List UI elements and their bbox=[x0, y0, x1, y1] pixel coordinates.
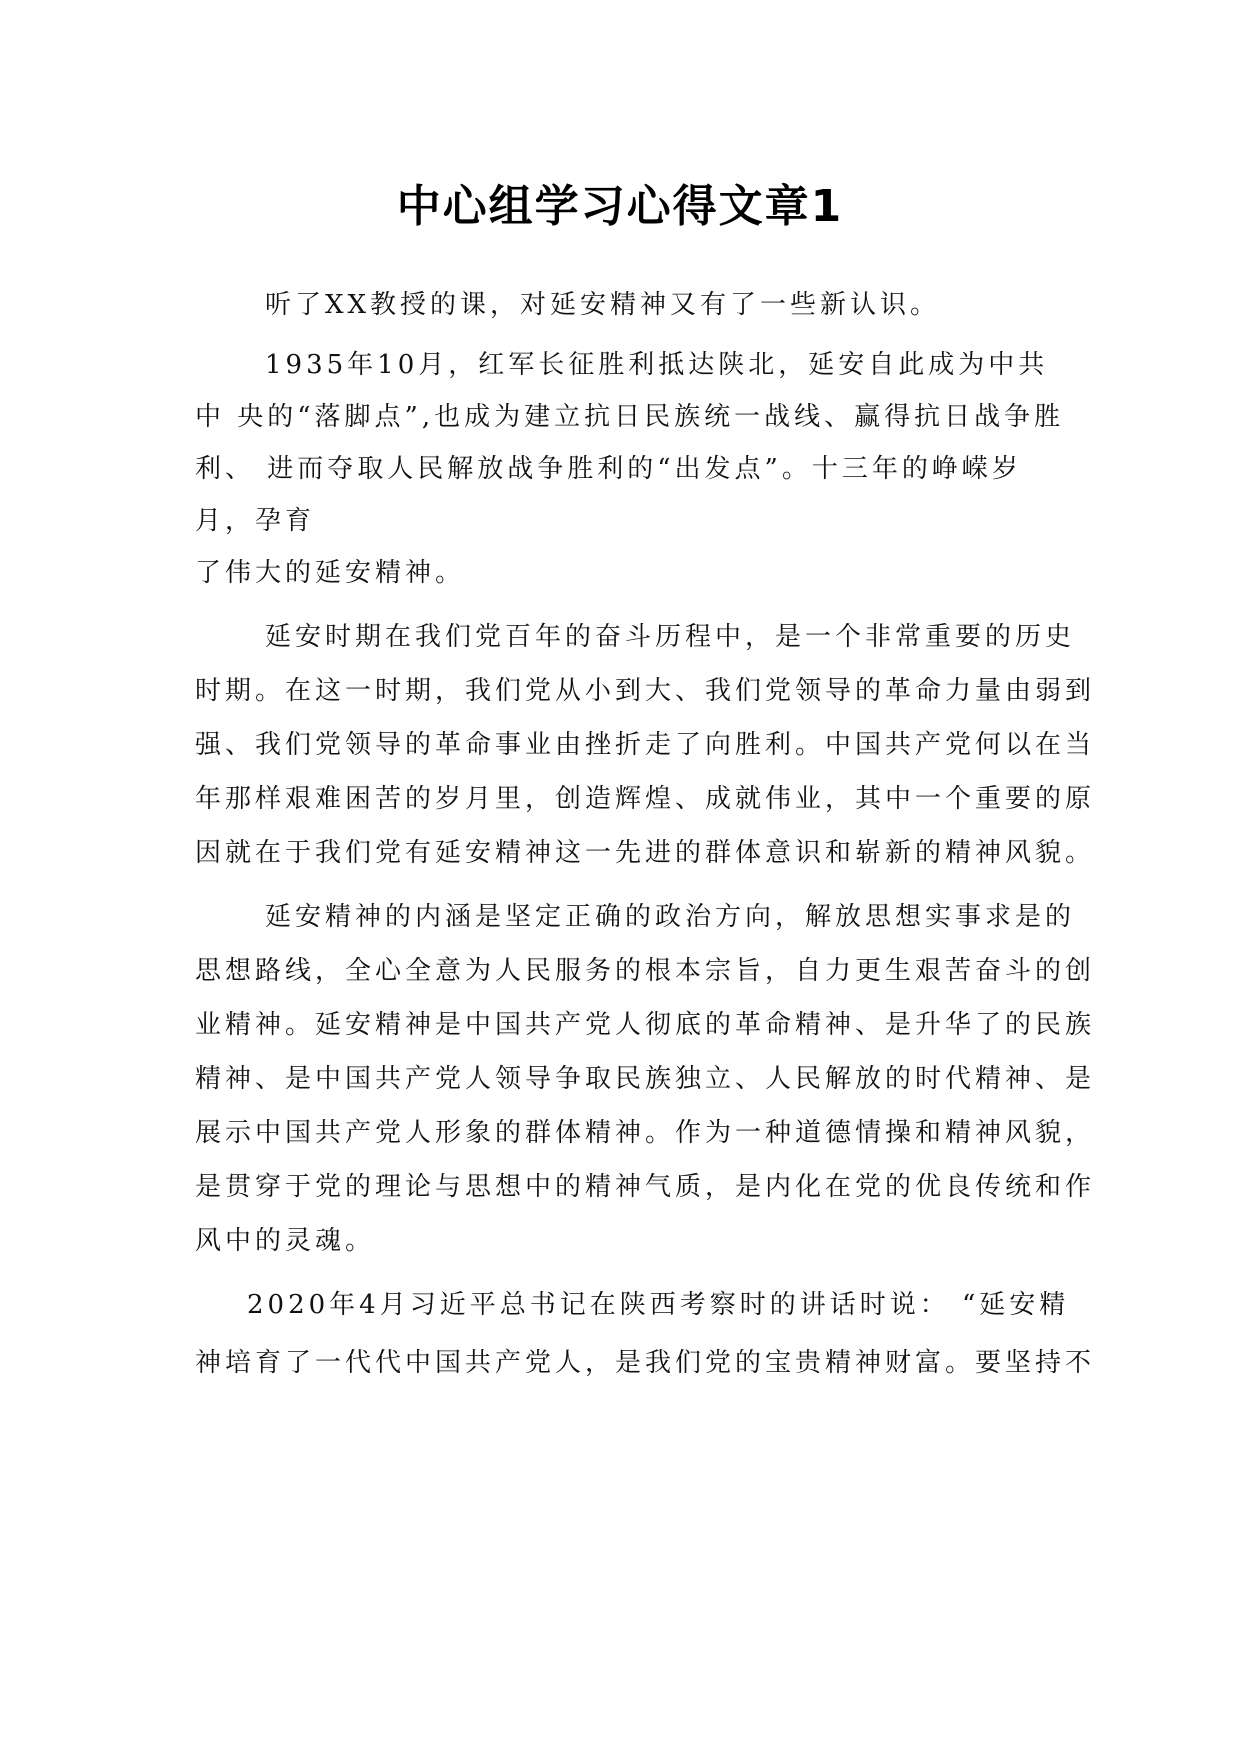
paragraph-2-line-3: 利、 进而夺取人民解放战争胜利的“出发点”。十三年的峥嵘岁 bbox=[195, 454, 1022, 484]
paragraph-4-line-7: 风中的灵魂。 bbox=[195, 1226, 376, 1256]
paragraph-2-line-2: 中 央的“落脚点”,也成为建立抗日民族统一战线、赢得抗日战争胜 bbox=[195, 402, 1065, 432]
paragraph-2-line-4: 月，孕育 bbox=[195, 506, 316, 536]
paragraph-3-line-4: 年那样艰难困苦的岁月里，创造辉煌、成就伟业，其中一个重要的原 bbox=[195, 784, 1096, 814]
paragraph-2-line-5: 了伟大的延安精神。 bbox=[195, 558, 466, 588]
paragraph-4-line-6: 是贯穿于党的理论与思想中的精神气质，是内化在党的优良传统和作 bbox=[195, 1172, 1096, 1202]
document-title: 中心组学习心得文章1 bbox=[396, 181, 844, 232]
paragraph-1-line-1: 听了XX教授的课，对延安精神又有了一些新认识。 bbox=[265, 290, 941, 320]
paragraph-5-line-2: 神培育了一代代中国共产党人，是我们党的宝贵精神财富。要坚持不 bbox=[195, 1348, 1096, 1378]
paragraph-4-line-1: 延安精神的内涵是坚定正确的政治方向，解放思想实事求是的 bbox=[265, 902, 1076, 932]
paragraph-3-line-5: 因就在于我们党有延安精神这一先进的群体意识和崭新的精神风貌。 bbox=[195, 838, 1096, 868]
paragraph-4-line-2: 思想路线，全心全意为人民服务的根本宗旨，自力更生艰苦奋斗的创 bbox=[195, 956, 1096, 986]
paragraph-5-line-1: 2020年4月习近平总书记在陕西考察时的讲话时说： “延安精 bbox=[247, 1290, 1070, 1320]
paragraph-3-line-1: 延安时期在我们党百年的奋斗历程中，是一个非常重要的历史 bbox=[265, 622, 1076, 652]
paragraph-3-line-2: 时期。在这一时期，我们党从小到大、我们党领导的革命力量由弱到 bbox=[195, 676, 1096, 706]
paragraph-4-line-3: 业精神。延安精神是中国共产党人彻底的革命精神、是升华了的民族 bbox=[195, 1010, 1096, 1040]
paragraph-4-line-4: 精神、是中国共产党人领导争取民族独立、人民解放的时代精神、是 bbox=[195, 1064, 1096, 1094]
paragraph-3-line-3: 强、我们党领导的革命事业由挫折走了向胜利。中国共产党何以在当 bbox=[195, 730, 1096, 760]
paragraph-4-line-5: 展示中国共产党人形象的群体精神。作为一种道德情操和精神风貌， bbox=[195, 1118, 1096, 1148]
paragraph-2-line-1: 1935年10月，红军长征胜利抵达陕北，延安自此成为中共 bbox=[265, 350, 1049, 380]
